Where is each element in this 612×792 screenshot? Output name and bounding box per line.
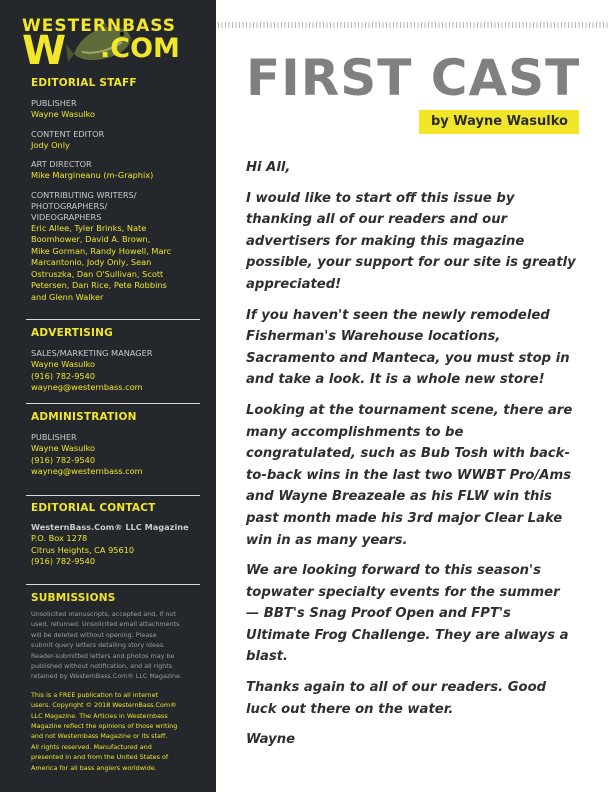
submissions-line: will be deleted without opening. Please — [31, 630, 157, 639]
masthead-sidebar — [0, 0, 216, 792]
content-editor-role: CONTENT EDITOR — [31, 128, 105, 139]
sidebar-divider — [26, 584, 200, 585]
address-line-1: P.O. Box 1278 — [31, 533, 88, 543]
submissions-section — [31, 591, 203, 773]
legal-line: Magazine reflect the opinions of those writing — [31, 722, 178, 731]
logo-wordmark-top: WESTERNBASS — [22, 16, 176, 36]
contributors-line: Eric Allee, Tyler Brinks, Nate — [31, 222, 147, 233]
contributors-role-line-1: CONTRIBUTING WRITERS/ — [31, 189, 137, 200]
legal-line: and not Westernbass Magazine or its staff. — [31, 732, 168, 741]
article-paragraph: I would like to start off this issue by thanking all of our readers and our advertisers for making this magazine possible, your support for our site is greatly appreciated! — [246, 190, 576, 292]
logo-dot: . — [100, 33, 111, 64]
sales-manager-role: SALES/MARKETING MANAGER — [31, 348, 153, 358]
page-title: FIRST CAST — [246, 49, 581, 107]
article-body — [246, 157, 576, 760]
advertising-phone: (916) 782-9540 — [31, 370, 96, 381]
editorial-staff-section — [31, 76, 203, 303]
byline-text: by Wayne Wasulko — [431, 114, 568, 129]
legal-line: America for all bass anglers worldwide. — [31, 763, 157, 772]
contributors-line: and Glenn Walker — [31, 291, 104, 302]
legal-line: This is a FREE publication to all internet — [31, 690, 159, 699]
submissions-line: Unsolicited manuscripts, accepted and, if not — [31, 610, 176, 618]
logo-com: COM — [110, 33, 180, 64]
contributors-role-line-3: VIDEOGRAPHERS — [31, 211, 102, 222]
administration-section — [31, 410, 203, 478]
contributors-line: Mike Gorman, Randy Howell, Marc — [31, 245, 172, 256]
submissions-text — [31, 609, 203, 682]
contributors-line: Ostruszka, Dan O'Sullivan, Scott — [31, 268, 164, 279]
advertising-heading: ADVERTISING — [31, 327, 113, 339]
art-director-role: ART DIRECTOR — [31, 159, 92, 169]
art-director-name: Mike Margineanu (m-Graphix) — [31, 170, 154, 180]
article-paragraph: Looking at the tournament scene, there are many accomplishments to be congratulated, such as Bub Tosh with back-to-back wins in the last two WWBT Pro/Ams and Wayne Breazeale as his FLW win this past month made his 3rd major Clear Lake win in as many years. — [246, 402, 573, 548]
submissions-line: Reader-submitted letters and photos may be — [31, 651, 175, 660]
editorial-contact-section — [31, 501, 203, 568]
administration-heading: ADMINISTRATION — [31, 411, 137, 423]
submissions-line: submit query letters detailing story ideas. — [31, 641, 166, 650]
logo-dot-com — [100, 34, 180, 64]
legal-line: All rights reserved. Manufactured and — [31, 742, 152, 751]
administration-name: Wayne Wasulko — [31, 443, 96, 453]
legal-notice — [31, 690, 203, 773]
contributors-line: Petersen, Dan Rice, Pete Robbins — [31, 280, 167, 290]
article-signature: Wayne — [246, 732, 296, 748]
contributors-role-line-2: PHOTOGRAPHERS/ — [31, 200, 108, 211]
publisher-name: Wayne Wasulko — [31, 109, 96, 119]
decorative-tick-rule — [218, 22, 608, 28]
submissions-line: published without notification, and all rights — [31, 662, 173, 671]
submissions-line: retained by WesternBass.Com® LLC Magazine. — [31, 672, 182, 681]
contributors-list — [31, 223, 203, 304]
legal-line: LLC Magazine. The Articles in Westernbass — [31, 711, 168, 720]
byline-badge — [419, 110, 579, 134]
editorial-contact-heading: EDITORIAL CONTACT — [31, 502, 156, 514]
article-paragraph: We are looking forward to this season's topwater specialty events for the summer — BBT's Snag Proof Open and FPT's Ultimate Frog Challenge. They are always a blast. — [246, 563, 569, 665]
company-name: WesternBass.Com® LLC Magazine — [31, 522, 189, 532]
administration-role: PUBLISHER — [31, 432, 77, 442]
westernbass-logo — [22, 14, 194, 72]
sidebar-divider — [26, 495, 200, 496]
submissions-heading: SUBMISSIONS — [31, 592, 116, 604]
sidebar-divider — [26, 319, 200, 320]
contact-phone: (916) 782-9540 — [31, 556, 96, 566]
legal-line: presented in and from the United States of — [31, 753, 169, 762]
article-paragraph: Hi All, — [246, 160, 291, 175]
article-paragraph: If you haven't seen the newly remodeled Fisherman's Warehouse locations, Sacramento and Manteca, you must stop in and take a look. It is a whole new store! — [246, 307, 570, 388]
editorial-staff-heading: EDITORIAL STAFF — [31, 77, 137, 89]
contributors-line: Boomhower, David A. Brown, — [31, 234, 151, 244]
sales-manager-name: Wayne Wasulko — [31, 359, 96, 369]
article-paragraph: Thanks again to all of our readers. Good luck out there on the water. — [246, 680, 547, 717]
administration-email[interactable]: wayneg@westernbass.com — [31, 466, 143, 476]
content-editor-name: Jody Only — [31, 139, 70, 150]
sidebar-divider — [26, 403, 200, 404]
advertising-email[interactable]: wayneg@westernbass.com — [31, 382, 143, 392]
submissions-line: used, returned. Unsolicited email attachments — [31, 620, 180, 629]
administration-phone: (916) 782-9540 — [31, 454, 96, 465]
publisher-role: PUBLISHER — [31, 98, 77, 108]
address-line-2: Citrus Heights, CA 95610 — [31, 544, 135, 555]
logo-w-letter: W — [22, 28, 67, 74]
contributors-line: Marcantonio, Jody Only, Sean — [31, 257, 152, 267]
advertising-section — [31, 326, 203, 394]
legal-line: users. Copyright © 2018 WesternBass.Com® — [31, 701, 177, 710]
